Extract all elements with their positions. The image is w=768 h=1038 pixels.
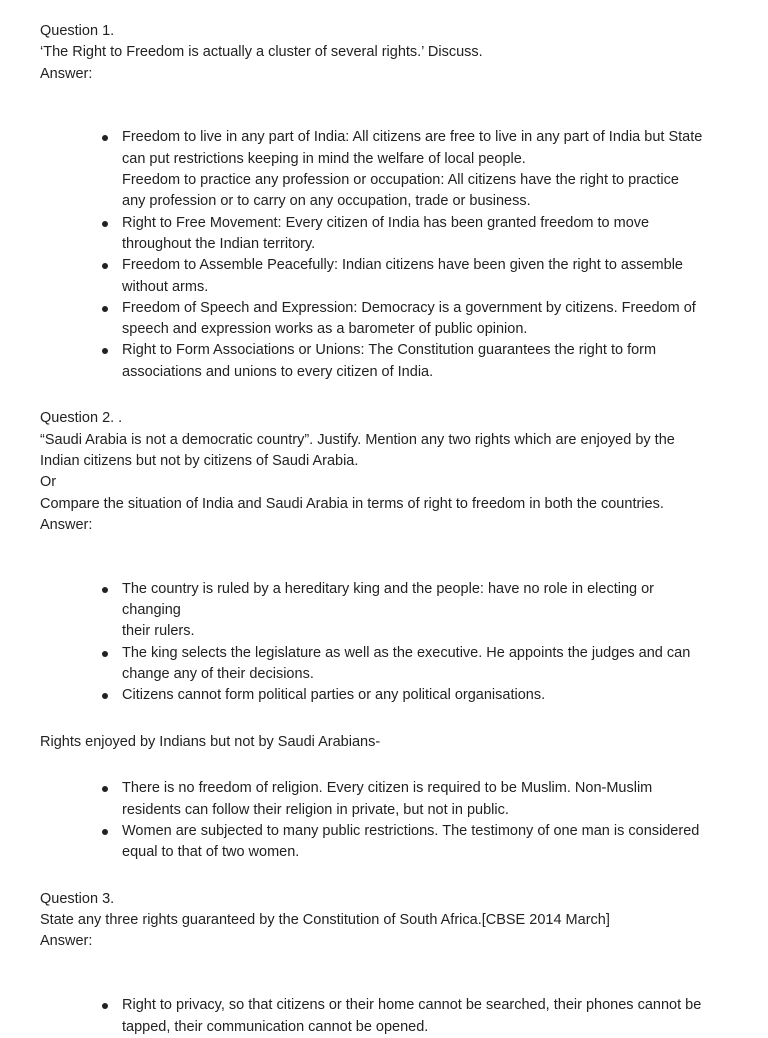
answer-label: Answer: <box>40 516 93 533</box>
answer-label: Answer: <box>40 65 93 82</box>
question-1 <box>40 21 740 383</box>
list-item: Right to Form Associations or Unions: The Constitution guarantees the right to form associations and unions to every citizen of India. <box>122 340 740 383</box>
question-title: Question 3. <box>40 890 115 907</box>
question-3 <box>40 889 740 1038</box>
question-text: ‘The Right to Freedom is actually a cluster of several rights.’ Discuss. <box>40 44 483 61</box>
question-title: Question 1. <box>40 23 115 39</box>
list-item: Freedom to live in any part of India: All citizens are free to live in any part of India but State can put restrictions keeping in mind the welfare of local people. Freedom to practice any profession or occupation: All citizens have the right to practice any profession or to carry on any occupation, trade or business. <box>122 127 740 212</box>
question-text: “Saudi Arabia is not a democratic country”. Justify. Mention any two rights which are enjoyed by the <box>40 431 675 448</box>
answer-label: Answer: <box>40 933 93 950</box>
list-item: Freedom to Assemble Peacefully: Indian citizens have been given the right to assemble without arms. <box>122 255 740 298</box>
list-item: Right to privacy, so that citizens or their home cannot be searched, their phones cannot be tapped, their communication cannot be opened. <box>122 995 740 1038</box>
answer-list <box>40 579 740 707</box>
answer-list <box>40 995 740 1038</box>
rights-heading: Rights enjoyed by Indians but not by Saudi Arabians- <box>40 733 381 750</box>
list-item: The king selects the legislature as well as the executive. He appoints the judges and can change any of their decisions. <box>122 643 740 686</box>
list-item: Women are subjected to many public restrictions. The testimony of one man is considered equal to that of two women. <box>122 821 740 864</box>
answer-list <box>40 127 740 383</box>
list-item: Citizens cannot form political parties or any political organisations. <box>122 685 740 706</box>
rights-list <box>40 778 740 863</box>
question-text: State any three rights guaranteed by the Constitution of South Africa.[CBSE 2014 March] <box>40 912 610 929</box>
document-page <box>40 21 740 1038</box>
question-2 <box>40 408 740 863</box>
or-label: Or <box>40 474 57 491</box>
list-item: The country is ruled by a hereditary king and the people: have no role in electing or changing their rulers. <box>122 579 740 643</box>
list-item: Freedom of Speech and Expression: Democracy is a government by citizens. Freedom of speech and expression works as a barometer of public opinion. <box>122 298 740 341</box>
question-title: Question 2. . <box>40 410 123 427</box>
alt-question-text: Compare the situation of India and Saudi Arabia in terms of right to freedom in both the countries. <box>40 495 664 512</box>
list-item: There is no freedom of religion. Every citizen is required to be Muslim. Non-Muslim residents can follow their religion in private, but not in public. <box>122 778 740 821</box>
list-item: Right to Free Movement: Every citizen of India has been granted freedom to move throughout the Indian territory. <box>122 213 740 256</box>
question-text: Indian citizens but not by citizens of Saudi Arabia. <box>40 452 359 469</box>
